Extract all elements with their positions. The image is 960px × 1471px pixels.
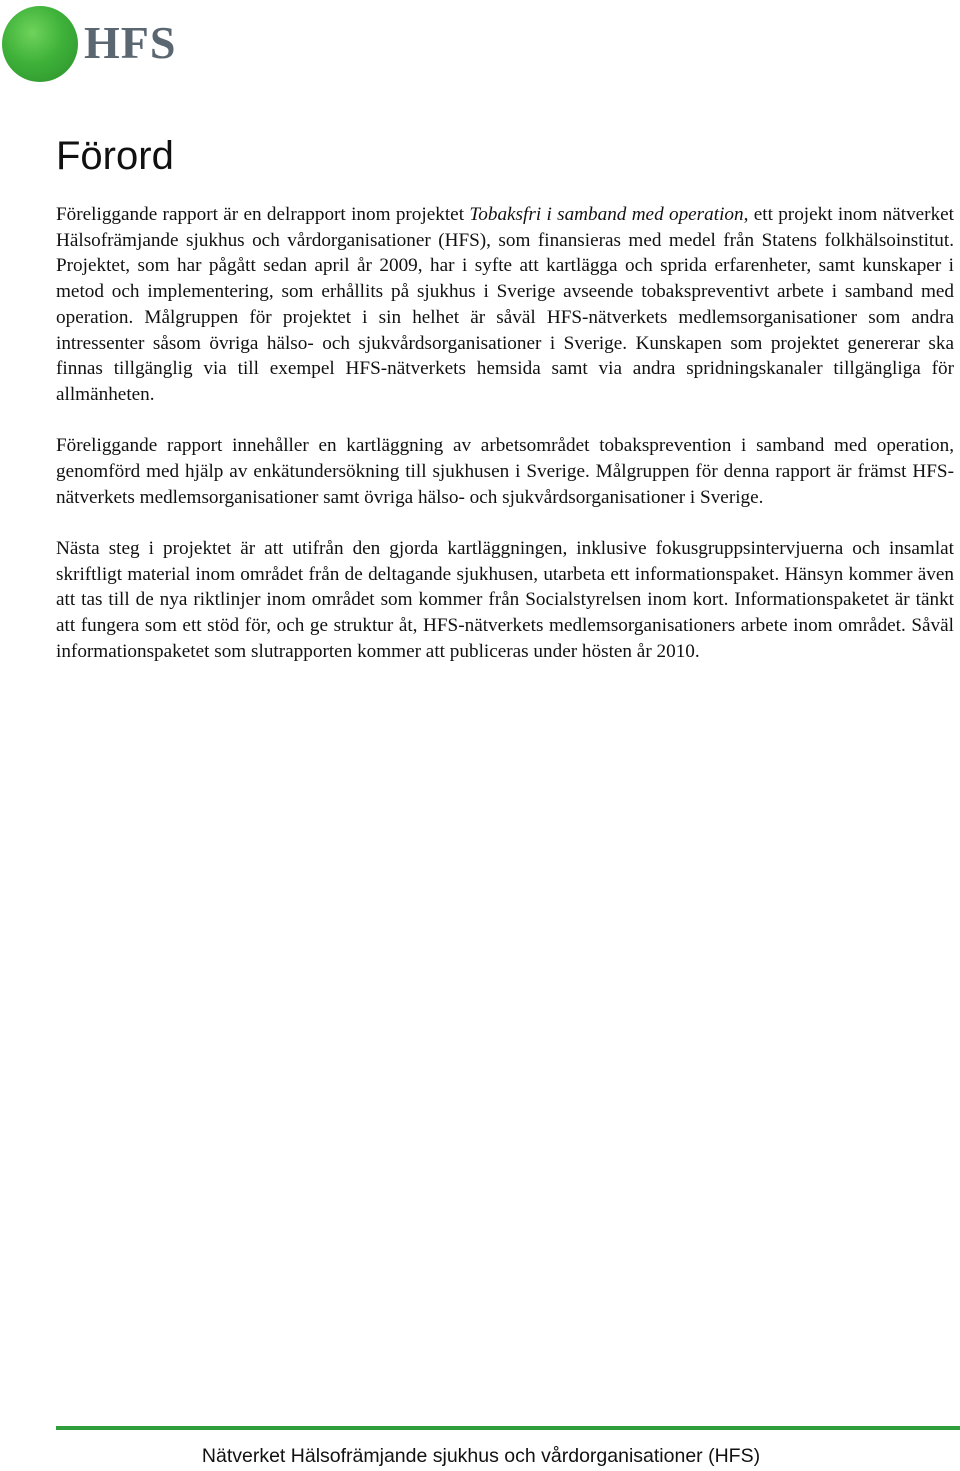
paragraph-1-intro: Föreliggande rapport är en delrapport inom projektet [56,204,470,225]
logo-text: HFS [84,17,177,68]
hfs-logo [2,6,192,84]
paragraph-1 [56,202,954,408]
page-title: Förord [56,134,174,178]
footer-label: Nätverket Hälsofrämjande sjukhus och vårdorganisationer (HFS) [201,1445,761,1467]
paragraph-3: Nästa steg i projektet är att utifrån den gjorda kartläggningen, inklusive fokusgruppsintervjuerna och insamlat skriftligt material inom området från de deltagande sjukhusen, utarbeta ett informationspaket. Hänsyn kommer även att tas till de nya riktlinjer inom området som kommer från Socialstyrelsen inom kort. Informationspaketet är tänkt att fungera som ett stöd för, och ge struktur åt, HFS-nätverkets medlemsorganisationers arbete inom området. Såväl informationspaketet som slutrapporten kommer att publiceras under hösten år 2010. [56,537,954,662]
document-body [56,202,954,664]
paragraph-1-rest: , ett projekt inom nätverket Hälsofrämjande sjukhus och vårdorganisationer (HFS), som finansieras med medel från Statens folkhälsoinstitut. Projektet, som har pågått sedan april år 2009, har i syfte att kartlägga och sprida erfarenheter, samt kunskaper i metod och implementering, som erhållits på sjukhus i Sverige avseende tobakspreventivt arbete i samband med operation. Målgruppen för projektet i sin helhet är såväl HFS-nätverkets medlemsorganisationer som andra intressenter såsom övriga hälso- och sjukvårdsorganisationer i Sverige. Kunskapen som projektet genererar ska finnas tillgänglig via till exempel HFS-nätverkets hemsida samt via andra spridningskanaler tillgängliga för allmänheten. [56,204,955,405]
paragraph-2: Föreliggande rapport innehåller en kartläggning av arbetsområdet tobaksprevention i samband med operation, genomförd med hjälp av enkätundersökning till sjukhusen i Sverige. Målgruppen för denna rapport är främst HFS-nätverkets medlemsorganisationer samt övriga hälso- och sjukvårdsorganisationer i Sverige. [56,435,954,508]
logo-circle-icon [2,6,78,82]
project-name-italic: Tobaksfri i samband med operation [469,204,744,225]
footer-divider [56,1426,960,1430]
page-footer [0,1444,960,1468]
